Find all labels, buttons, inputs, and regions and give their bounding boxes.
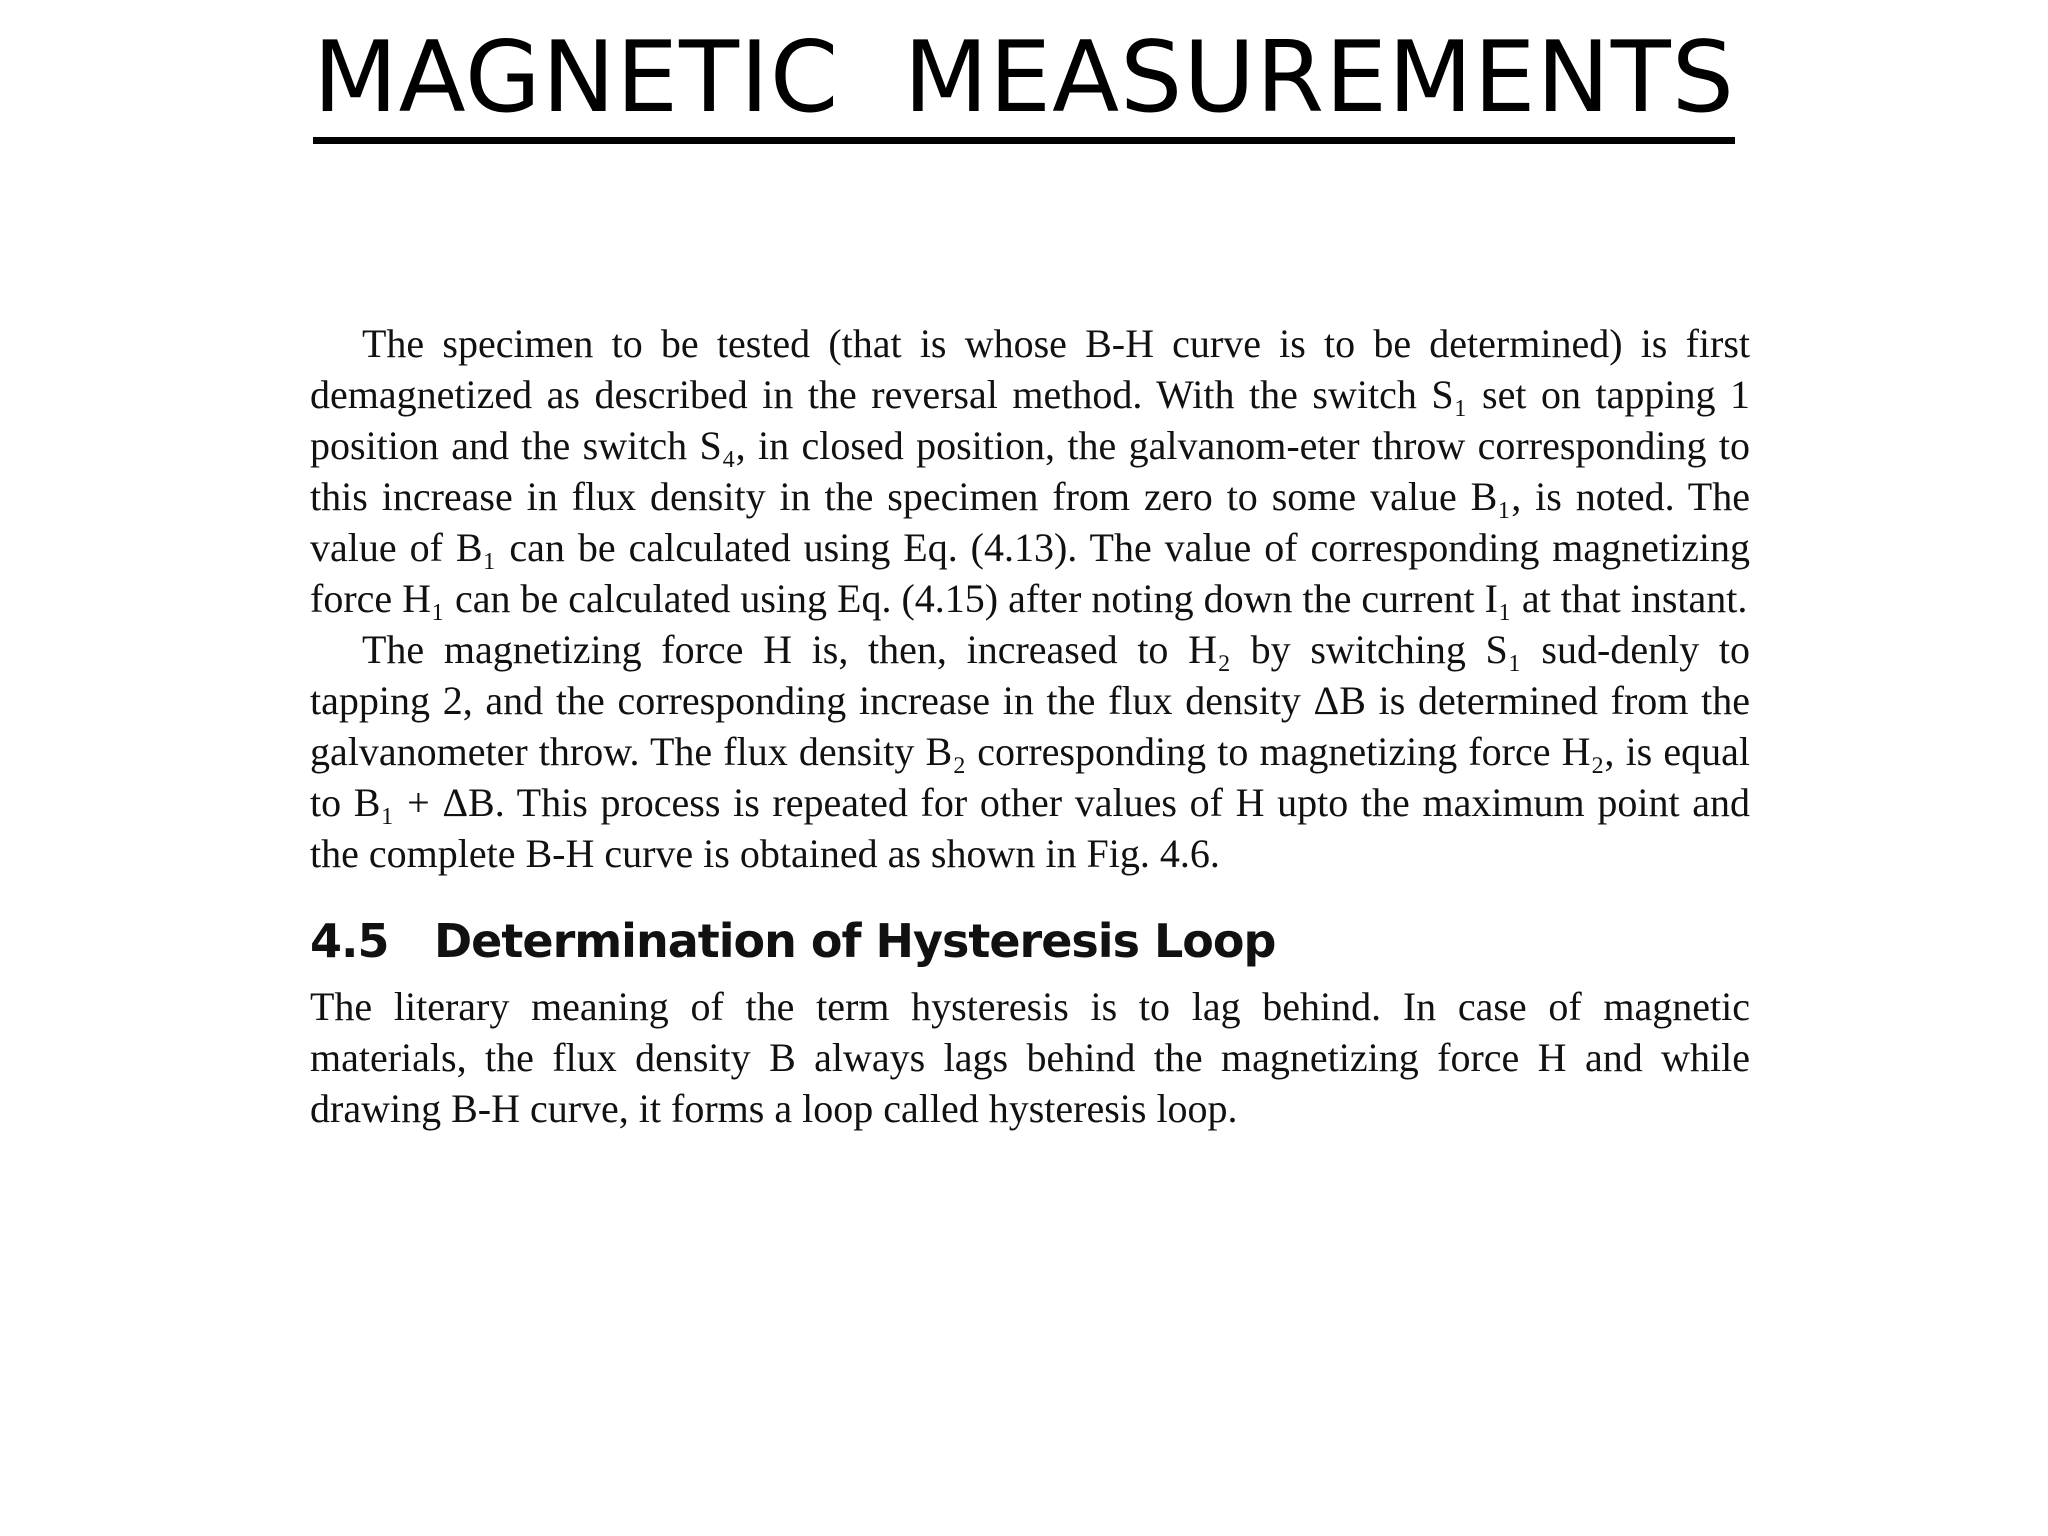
section-title: Determination of Hysteresis Loop [434, 914, 1276, 968]
book-excerpt [310, 318, 1750, 1236]
paragraph-bh-curve-procedure: The specimen to be tested (that is whose B-H curve is to be determined) is first demagnetized as described in the reversal method. With the switch S₁ set on tapping 1 position and the switch S₄, in closed position, the galvanom-eter throw corresponding to this increase in flux density in the specimen from zero to some value B₁, is noted. The value of B₁ can be calculated using Eq. (4.13). The value of corresponding magnetizing force H₁ can be calculated using Eq. (4.15) after noting down the current I₁ at that instant. [310, 321, 1750, 621]
section-number: 4.5 [310, 914, 389, 968]
paragraph-hysteresis-definition: The literary meaning of the term hysteresis is to lag behind. In case of magnetic materials, the flux density B always lags behind the magnetizing force H and while drawing B-H curve, it forms a loop called hysteresis loop. [310, 984, 1750, 1131]
slide-title-text: MAGNETIC MEASUREMENTS [313, 21, 1735, 144]
section-heading [310, 909, 1750, 973]
slide-title [0, 18, 2048, 144]
paragraph-magnetizing-force-increase: The magnetizing force H is, then, increased to H₂ by switching S₁ sud-denly to tapping 2, and the corresponding increase in the flux density ΔB is determined from the galvanometer throw. The flux density B₂ corresponding to magnetizing force H₂, is equal to B₁ + ΔB. This process is repeated for other values of H upto the maximum point and the complete B-H curve is obtained as shown in Fig. 4.6. [310, 627, 1750, 876]
